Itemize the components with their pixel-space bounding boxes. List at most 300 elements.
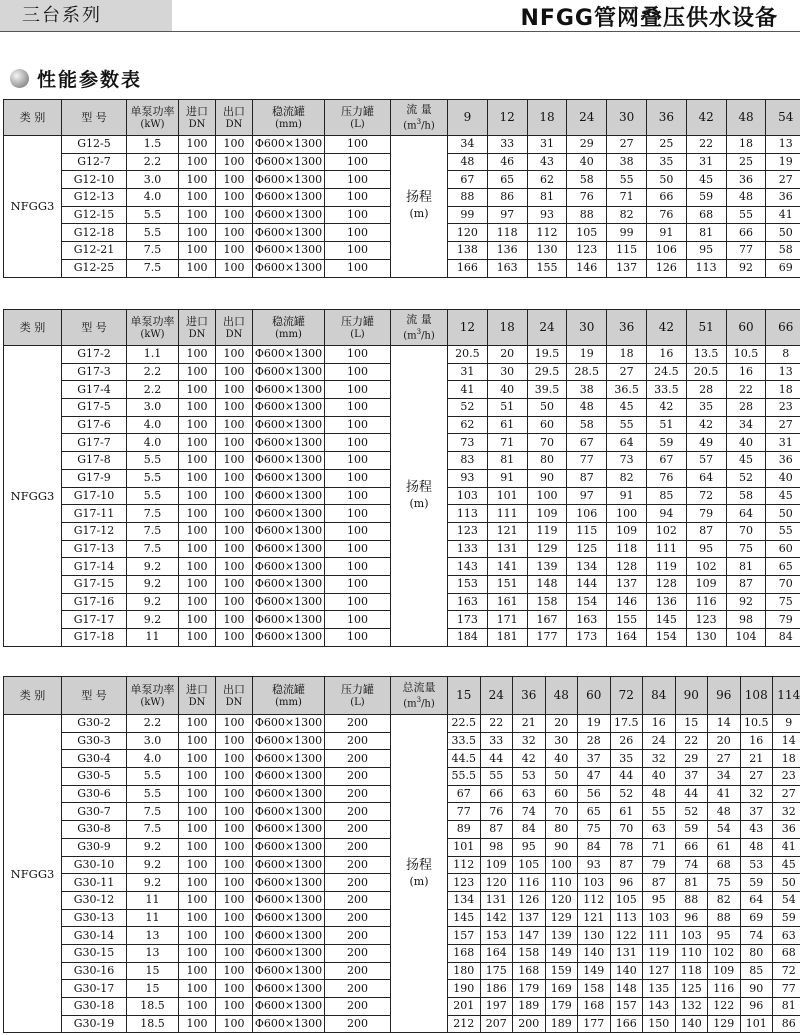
power-cell: 1.1 [127, 346, 179, 364]
pressure-tank-cell: 200 [325, 944, 391, 962]
pressure-tank-cell: 200 [325, 856, 391, 874]
col-header-outlet-label: 出口 [223, 314, 245, 328]
head-value-cell: 106 [646, 242, 686, 260]
head-value-cell: 181 [487, 629, 527, 647]
head-value-cell: 146 [567, 259, 607, 277]
head-value-cell: 144 [567, 575, 607, 593]
document-title: NFGG管网叠压供水设备 [520, 6, 778, 31]
head-value-cell: 41 [766, 206, 800, 224]
head-value-cell: 126 [646, 259, 686, 277]
head-value-cell: 102 [708, 944, 741, 962]
model-cell: G17-11 [62, 505, 127, 523]
inlet-cell: 100 [179, 434, 216, 452]
head-value-cell: 81 [527, 189, 567, 207]
head-value-cell: 97 [487, 206, 527, 224]
col-header-inlet-label: 进口 [186, 104, 208, 118]
head-value-cell: 59 [675, 821, 708, 839]
head-value-cell: 17.5 [610, 715, 643, 733]
col-header-tank-label: 稳流罐 [272, 682, 305, 696]
head-value-cell: 136 [646, 593, 686, 611]
head-value-cell: 52 [675, 803, 708, 821]
tank-size-cell: Φ600×1300 [253, 346, 325, 364]
head-value-cell: 36 [726, 171, 766, 189]
outlet-cell: 100 [216, 346, 253, 364]
head-value-cell: 67 [646, 452, 686, 470]
head-value-cell: 77 [773, 980, 800, 998]
head-value-cell: 63 [643, 821, 676, 839]
tank-size-cell: Φ600×1300 [253, 1015, 325, 1033]
flow-unit-sup: 3 [416, 695, 422, 704]
col-header-inlet [179, 677, 216, 715]
head-value-cell: 168 [513, 962, 546, 980]
head-value-cell: 71 [607, 189, 647, 207]
head-value-cell: 151 [487, 575, 527, 593]
tank-size-cell: Φ600×1300 [253, 540, 325, 558]
head-value-cell: 55 [766, 522, 800, 540]
model-cell: G12-7 [62, 153, 127, 171]
head-value-cell: 32 [643, 750, 676, 768]
head-value-cell: 72 [686, 487, 726, 505]
power-cell: 5.5 [127, 469, 179, 487]
head-value-cell: 129 [545, 909, 578, 927]
pressure-tank-cell: 200 [325, 838, 391, 856]
model-cell: G30-13 [62, 909, 127, 927]
head-value-cell: 87 [726, 575, 766, 593]
head-value-cell: 128 [607, 558, 647, 576]
power-cell: 4.0 [127, 434, 179, 452]
head-value-cell: 85 [740, 962, 773, 980]
inlet-cell: 100 [179, 487, 216, 505]
outlet-cell: 100 [216, 171, 253, 189]
pressure-tank-cell: 100 [325, 593, 391, 611]
col-header-power-unit: (kW) [140, 118, 165, 130]
head-value-cell: 120 [448, 224, 488, 242]
model-cell: G30-15 [62, 944, 127, 962]
head-value-cell: 10.5 [740, 715, 773, 733]
head-value-cell: 59 [740, 874, 773, 892]
model-cell: G30-19 [62, 1015, 127, 1033]
outlet-cell: 100 [216, 259, 253, 277]
head-value-cell: 149 [578, 962, 611, 980]
col-header-category [4, 677, 62, 715]
tank-size-cell: Φ600×1300 [253, 558, 325, 576]
head-value-cell: 130 [686, 629, 726, 647]
inlet-cell: 100 [179, 821, 216, 839]
head-value-cell: 93 [578, 856, 611, 874]
head-value-cell: 28 [726, 399, 766, 417]
power-cell: 7.5 [127, 540, 179, 558]
inlet-cell: 100 [179, 381, 216, 399]
head-value-cell: 27 [766, 171, 800, 189]
head-value-cell: 20.5 [448, 346, 488, 364]
head-value-cell: 81 [773, 998, 800, 1016]
head-value-cell: 62 [448, 416, 488, 434]
head-value-cell: 95 [686, 242, 726, 260]
flow-unit-base: m [407, 120, 417, 132]
head-value-cell: 82 [607, 469, 647, 487]
power-cell: 11 [127, 629, 179, 647]
head-value-cell: 177 [527, 629, 567, 647]
head-value-cell: 53 [513, 768, 546, 786]
head-value-cell: 29 [567, 136, 607, 154]
outlet-cell: 100 [216, 469, 253, 487]
model-cell: G30-4 [62, 750, 127, 768]
head-value-cell: 123 [448, 874, 481, 892]
head-value-cell: 100 [545, 856, 578, 874]
model-cell: G17-2 [62, 346, 127, 364]
head-value-cell: 48 [448, 153, 488, 171]
head-value-cell: 22 [675, 732, 708, 750]
head-value-cell: 87 [643, 874, 676, 892]
section-title: 性能参数表 [37, 68, 143, 91]
head-value-cell: 100 [607, 505, 647, 523]
head-value-cell: 154 [567, 593, 607, 611]
inlet-cell: 100 [179, 363, 216, 381]
col-header-power-unit: (kW) [140, 328, 165, 340]
power-cell: 1.5 [127, 136, 179, 154]
head-value-cell: 75 [726, 540, 766, 558]
head-value-cell: 109 [527, 505, 567, 523]
outlet-cell: 100 [216, 838, 253, 856]
head-value-cell: 26 [610, 732, 643, 750]
head-value-cell: 44 [480, 750, 513, 768]
model-cell: G30-6 [62, 785, 127, 803]
outlet-cell: 100 [216, 487, 253, 505]
tank-size-cell: Φ600×1300 [253, 434, 325, 452]
head-value-cell: 111 [646, 540, 686, 558]
outlet-cell: 100 [216, 224, 253, 242]
inlet-cell: 100 [179, 1015, 216, 1033]
head-value-cell: 56 [578, 785, 611, 803]
head-value-cell: 55 [480, 768, 513, 786]
power-cell: 5.5 [127, 785, 179, 803]
head-value-cell: 38 [607, 153, 647, 171]
flow-value-header: 60 [726, 310, 766, 346]
head-value-cell: 103 [675, 927, 708, 945]
pressure-tank-cell: 100 [325, 522, 391, 540]
inlet-cell: 100 [179, 891, 216, 909]
head-value-cell: 31 [766, 434, 800, 452]
power-cell: 4.0 [127, 189, 179, 207]
head-value-cell: 73 [448, 434, 488, 452]
outlet-cell: 100 [216, 505, 253, 523]
head-label: 扬程 [405, 857, 432, 873]
head-value-cell: 139 [527, 558, 567, 576]
flow-value-header: 15 [448, 677, 481, 715]
outlet-cell: 100 [216, 593, 253, 611]
inlet-cell: 100 [179, 944, 216, 962]
category-cell: NFGG3 [4, 715, 62, 1033]
col-header-category-label: 类 别 [19, 111, 46, 124]
tank-size-cell: Φ600×1300 [253, 891, 325, 909]
head-value-cell: 73 [607, 452, 647, 470]
head-value-cell: 43 [527, 153, 567, 171]
tank-size-cell: Φ600×1300 [253, 750, 325, 768]
head-value-cell: 24 [643, 732, 676, 750]
head-value-cell: 22 [726, 381, 766, 399]
pressure-tank-cell: 200 [325, 785, 391, 803]
head-value-cell: 121 [578, 909, 611, 927]
inlet-cell: 100 [179, 611, 216, 629]
col-header-power [127, 310, 179, 346]
head-value-cell: 130 [527, 242, 567, 260]
head-value-cell: 93 [527, 206, 567, 224]
outlet-cell: 100 [216, 434, 253, 452]
outlet-cell: 100 [216, 381, 253, 399]
flow-value-header: 36 [513, 677, 546, 715]
head-value-cell: 149 [545, 944, 578, 962]
power-cell: 3.0 [127, 171, 179, 189]
flow-value-header: 54 [766, 100, 800, 136]
outlet-cell: 100 [216, 715, 253, 733]
head-value-cell: 109 [708, 962, 741, 980]
power-cell: 9.2 [127, 575, 179, 593]
head-value-cell: 91 [646, 224, 686, 242]
head-value-cell: 122 [708, 998, 741, 1016]
power-cell: 4.0 [127, 416, 179, 434]
tank-size-cell: Φ600×1300 [253, 909, 325, 927]
head-value-cell: 51 [646, 416, 686, 434]
head-value-cell: 74 [675, 856, 708, 874]
head-value-cell: 119 [646, 558, 686, 576]
tank-size-cell: Φ600×1300 [253, 153, 325, 171]
head-value-cell: 101 [448, 838, 481, 856]
power-cell: 9.2 [127, 874, 179, 892]
head-value-cell: 110 [545, 874, 578, 892]
head-value-cell: 37 [740, 803, 773, 821]
head-value-cell: 127 [643, 962, 676, 980]
flow-value-header: 66 [766, 310, 800, 346]
head-value-cell: 45 [686, 171, 726, 189]
head-value-cell: 95 [513, 838, 546, 856]
head-value-cell: 31 [686, 153, 726, 171]
head-value-cell: 34 [726, 416, 766, 434]
head-value-cell: 29.5 [527, 363, 567, 381]
head-value-cell: 129 [527, 540, 567, 558]
head-value-cell: 67 [448, 171, 488, 189]
head-value-cell: 16 [726, 363, 766, 381]
col-header-category [4, 100, 62, 136]
head-value-cell: 69 [766, 259, 800, 277]
head-value-cell: 60 [545, 785, 578, 803]
pressure-tank-cell: 100 [325, 153, 391, 171]
head-value-cell: 112 [527, 224, 567, 242]
pressure-tank-cell: 100 [325, 505, 391, 523]
model-cell: G30-16 [62, 962, 127, 980]
head-value-cell: 16 [643, 715, 676, 733]
head-value-cell: 140 [578, 944, 611, 962]
flow-value-header: 24 [567, 100, 607, 136]
col-header-power-label: 单泵功率 [130, 314, 175, 328]
pressure-tank-cell: 200 [325, 909, 391, 927]
head-value-cell: 61 [610, 803, 643, 821]
category-cell: NFGG3 [4, 346, 62, 647]
inlet-cell: 100 [179, 962, 216, 980]
col-header-tank [253, 677, 325, 715]
inlet-cell: 100 [179, 803, 216, 821]
head-value-cell: 28.5 [567, 363, 607, 381]
model-cell: G30-3 [62, 732, 127, 750]
head-value-cell: 96 [675, 909, 708, 927]
head-value-cell: 50 [773, 874, 800, 892]
flow-unit-base: m [407, 698, 417, 710]
col-header-power [127, 677, 179, 715]
model-cell: G30-11 [62, 874, 127, 892]
head-value-cell: 112 [448, 856, 481, 874]
head-value-cell: 153 [480, 927, 513, 945]
flow-unit-tail: /h) [421, 330, 435, 342]
power-cell: 13 [127, 927, 179, 945]
pressure-tank-cell: 100 [325, 469, 391, 487]
head-value-cell: 25 [726, 153, 766, 171]
power-cell: 5.5 [127, 487, 179, 505]
head-value-cell: 79 [766, 611, 800, 629]
pressure-tank-cell: 100 [325, 206, 391, 224]
head-value-cell: 66 [675, 838, 708, 856]
inlet-cell: 100 [179, 206, 216, 224]
inlet-cell: 100 [179, 732, 216, 750]
head-value-cell: 34 [448, 136, 488, 154]
head-value-cell: 137 [513, 909, 546, 927]
head-value-cell: 139 [545, 927, 578, 945]
head-value-cell: 125 [567, 540, 607, 558]
head-value-cell: 106 [567, 505, 607, 523]
head-value-cell: 33.5 [448, 732, 481, 750]
col-header-outlet [216, 677, 253, 715]
tank-size-cell: Φ600×1300 [253, 715, 325, 733]
flow-unit-base: m [407, 330, 417, 342]
flow-value-header: 24 [480, 677, 513, 715]
head-value-cell: 148 [527, 575, 567, 593]
power-cell: 5.5 [127, 768, 179, 786]
outlet-cell: 100 [216, 785, 253, 803]
head-value-cell: 40 [567, 153, 607, 171]
inlet-cell: 100 [179, 452, 216, 470]
head-value-cell: 145 [448, 909, 481, 927]
head-value-cell: 81 [487, 452, 527, 470]
head-value-cell: 167 [527, 611, 567, 629]
inlet-cell: 100 [179, 522, 216, 540]
model-cell: G17-9 [62, 469, 127, 487]
head-value-cell: 102 [686, 558, 726, 576]
tank-size-cell: Φ600×1300 [253, 487, 325, 505]
head-value-cell: 78 [610, 838, 643, 856]
tank-size-cell: Φ600×1300 [253, 399, 325, 417]
head-value-cell: 135 [643, 980, 676, 998]
head-value-cell: 91 [487, 469, 527, 487]
head-value-cell: 103 [448, 487, 488, 505]
head-value-cell: 45 [766, 487, 800, 505]
flow-value-header: 96 [708, 677, 741, 715]
head-value-cell: 27 [766, 416, 800, 434]
col-header-outlet-unit: DN [225, 696, 243, 708]
head-value-cell: 76 [480, 803, 513, 821]
col-header-power-label: 单泵功率 [130, 682, 175, 696]
head-value-cell: 148 [610, 980, 643, 998]
pressure-tank-cell: 100 [325, 487, 391, 505]
head-value-cell: 59 [646, 434, 686, 452]
head-value-cell: 18 [766, 381, 800, 399]
head-value-cell: 10.5 [726, 346, 766, 364]
tank-size-cell: Φ600×1300 [253, 452, 325, 470]
col-header-tank-label: 稳流罐 [272, 104, 305, 118]
head-value-cell: 33.5 [646, 381, 686, 399]
head-value-cell: 42 [646, 399, 686, 417]
col-header-inlet-unit: DN [188, 328, 206, 340]
head-value-cell: 19 [567, 346, 607, 364]
head-value-cell: 150 [643, 1015, 676, 1033]
tank-size-cell: Φ600×1300 [253, 629, 325, 647]
head-value-cell: 29 [675, 750, 708, 768]
model-cell: G30-2 [62, 715, 127, 733]
head-value-cell: 76 [646, 206, 686, 224]
head-value-cell: 48 [726, 189, 766, 207]
head-value-cell: 58 [766, 242, 800, 260]
head-value-cell: 32 [740, 785, 773, 803]
head-value-cell: 154 [646, 629, 686, 647]
head-value-cell: 50 [646, 171, 686, 189]
head-value-cell: 177 [578, 1015, 611, 1033]
pressure-tank-cell: 100 [325, 136, 391, 154]
head-value-cell: 45 [773, 856, 800, 874]
flow-value-header: 51 [686, 310, 726, 346]
power-cell: 9.2 [127, 856, 179, 874]
head-value-cell: 122 [610, 927, 643, 945]
outlet-cell: 100 [216, 242, 253, 260]
head-value-cell: 42 [513, 750, 546, 768]
head-value-cell: 111 [643, 927, 676, 945]
head-value-cell: 40 [487, 381, 527, 399]
head-value-cell: 95 [708, 927, 741, 945]
flow-value-header: 24 [527, 310, 567, 346]
head-value-cell: 75 [578, 821, 611, 839]
head-unit: (m) [409, 874, 429, 888]
flow-value-header: 84 [643, 677, 676, 715]
head-value-cell: 201 [448, 998, 481, 1016]
head-value-cell: 71 [643, 838, 676, 856]
inlet-cell: 100 [179, 856, 216, 874]
head-value-cell: 19 [766, 153, 800, 171]
head-value-cell: 103 [643, 909, 676, 927]
power-cell: 18.5 [127, 1015, 179, 1033]
col-header-outlet-label: 出口 [223, 682, 245, 696]
head-value-cell: 166 [610, 1015, 643, 1033]
head-value-cell: 25 [646, 136, 686, 154]
power-cell: 2.2 [127, 715, 179, 733]
head-value-cell: 212 [448, 1015, 481, 1033]
series-label: 三台系列 [0, 0, 172, 31]
col-header-outlet-label: 出口 [223, 104, 245, 118]
model-cell: G12-10 [62, 171, 127, 189]
head-unit-cell [391, 715, 448, 1033]
flow-value-header: 108 [740, 677, 773, 715]
flow-value-header: 9 [448, 100, 488, 136]
head-value-cell: 58 [726, 487, 766, 505]
model-cell: G17-8 [62, 452, 127, 470]
bullet-icon [10, 69, 29, 88]
col-header-pressure-tank [325, 677, 391, 715]
head-value-cell: 101 [487, 487, 527, 505]
head-value-cell: 76 [646, 469, 686, 487]
col-header-pressure-tank-unit: (L) [350, 118, 365, 130]
table-row [4, 136, 800, 154]
head-value-cell: 123 [567, 242, 607, 260]
tank-size-cell: Φ600×1300 [253, 189, 325, 207]
head-value-cell: 94 [646, 505, 686, 523]
head-value-cell: 81 [686, 224, 726, 242]
head-value-cell: 82 [607, 206, 647, 224]
tank-size-cell: Φ600×1300 [253, 962, 325, 980]
